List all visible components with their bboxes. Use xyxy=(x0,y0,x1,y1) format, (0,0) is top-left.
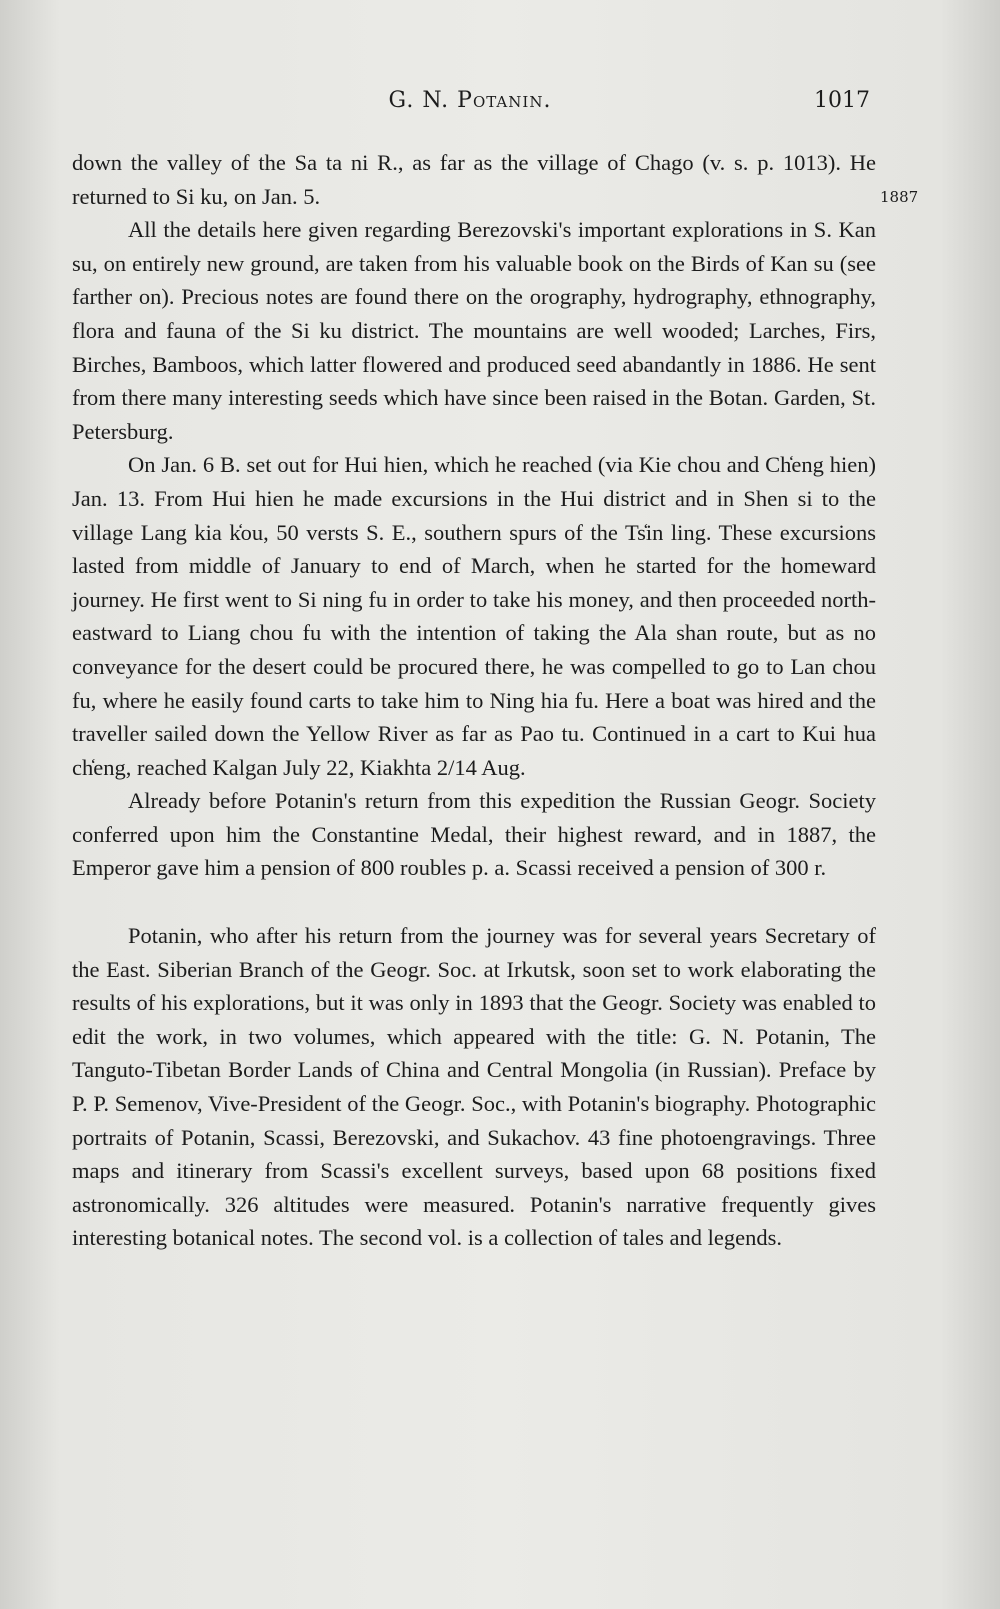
paragraph-4: Already before Potanin's return from this expedition the Russian Geogr. Society conferred upon him the Constantine Medal, their highest reward, and in 1887, the Emperor gave him a pension of 800 roubles p. a. Scassi received a pension of 300 r. xyxy=(72,788,876,881)
body-text xyxy=(72,146,876,1255)
paragraph-gap xyxy=(72,885,876,919)
paragraph-5: Potanin, who after his return from the journey was for several years Secretary of the East. Siberian Branch of the Geogr. Soc. at Irkutsk, soon set to work elaborating the results of his explorations, but it was only in 1893 that the Geogr. Society was enabled to edit the work, in two volumes, which appeared with the title: G. N. Potanin, The Tanguto-Tibetan Border Lands of China and Central Mongolia (in Russian). Preface by P. P. Semenov, Vive-President of the Geogr. Soc., with Potanin's biography. Photographic portraits of Potanin, Scassi, Berezovski, and Sukachov. 43 fine photoengravings. Three maps and itinerary from Scassi's excellent surveys, based upon 68 positions fixed astronomically. 326 altitudes were measured. Potanin's narrative frequently gives interesting botanical notes. The second vol. is a collection of tales and legends. xyxy=(72,923,876,1251)
running-head: G. N. Potanin. xyxy=(388,88,552,113)
margin-year-note: 1887 xyxy=(880,188,919,206)
paragraph-1: down the valley of the Sa ta ni R., as far as the village of Chago (v. s. p. 1013). He returned to Si ku, on Jan. 5. xyxy=(72,150,876,209)
page-number: 1017 xyxy=(814,88,870,113)
paragraph-2: All the details here given regarding Berezovski's important explorations in S. Kan su, on entirely new ground, are taken from his valuable book on the Birds of Kan su (see farther on). Precious notes are found there on the orography, hydrography, ethnography, flora and fauna of the Si ku district. The mountains are well wooded; Larches, Firs, Birches, Bamboos, which latter flowered and produced seed abandantly in 1886. He sent from there many interesting seeds which have since been raised in the Botan. Garden, St. Petersburg. xyxy=(72,217,876,444)
page-header xyxy=(70,88,870,124)
paragraph-3: On Jan. 6 B. set out for Hui hien, which he reached (via Kie chou and Ch̒eng hien) Jan. 13. From Hui hien he made excursions in the Hui district and in Shen si to the village Lang kia k̒ou, 50 versts S. E., southern spurs of the Ts̒in ling. These excursions lasted from middle of January to end of March, when he started for the homeward journey. He first went to Si ning fu in order to take his money, and then proceeded north-eastward to Liang chou fu with the intention of taking the Ala shan route, but as no conveyance for the desert could be procured there, he was compelled to go to Lan chou fu, where he easily found carts to take him to Ning hia fu. Here a boat was hired and the traveller sailed down the Yellow River as far as Pao tu. Continued in a cart to Kui hua ch̒eng, reached Kalgan July 22, Kiakhta 2/14 Aug. xyxy=(72,452,876,780)
